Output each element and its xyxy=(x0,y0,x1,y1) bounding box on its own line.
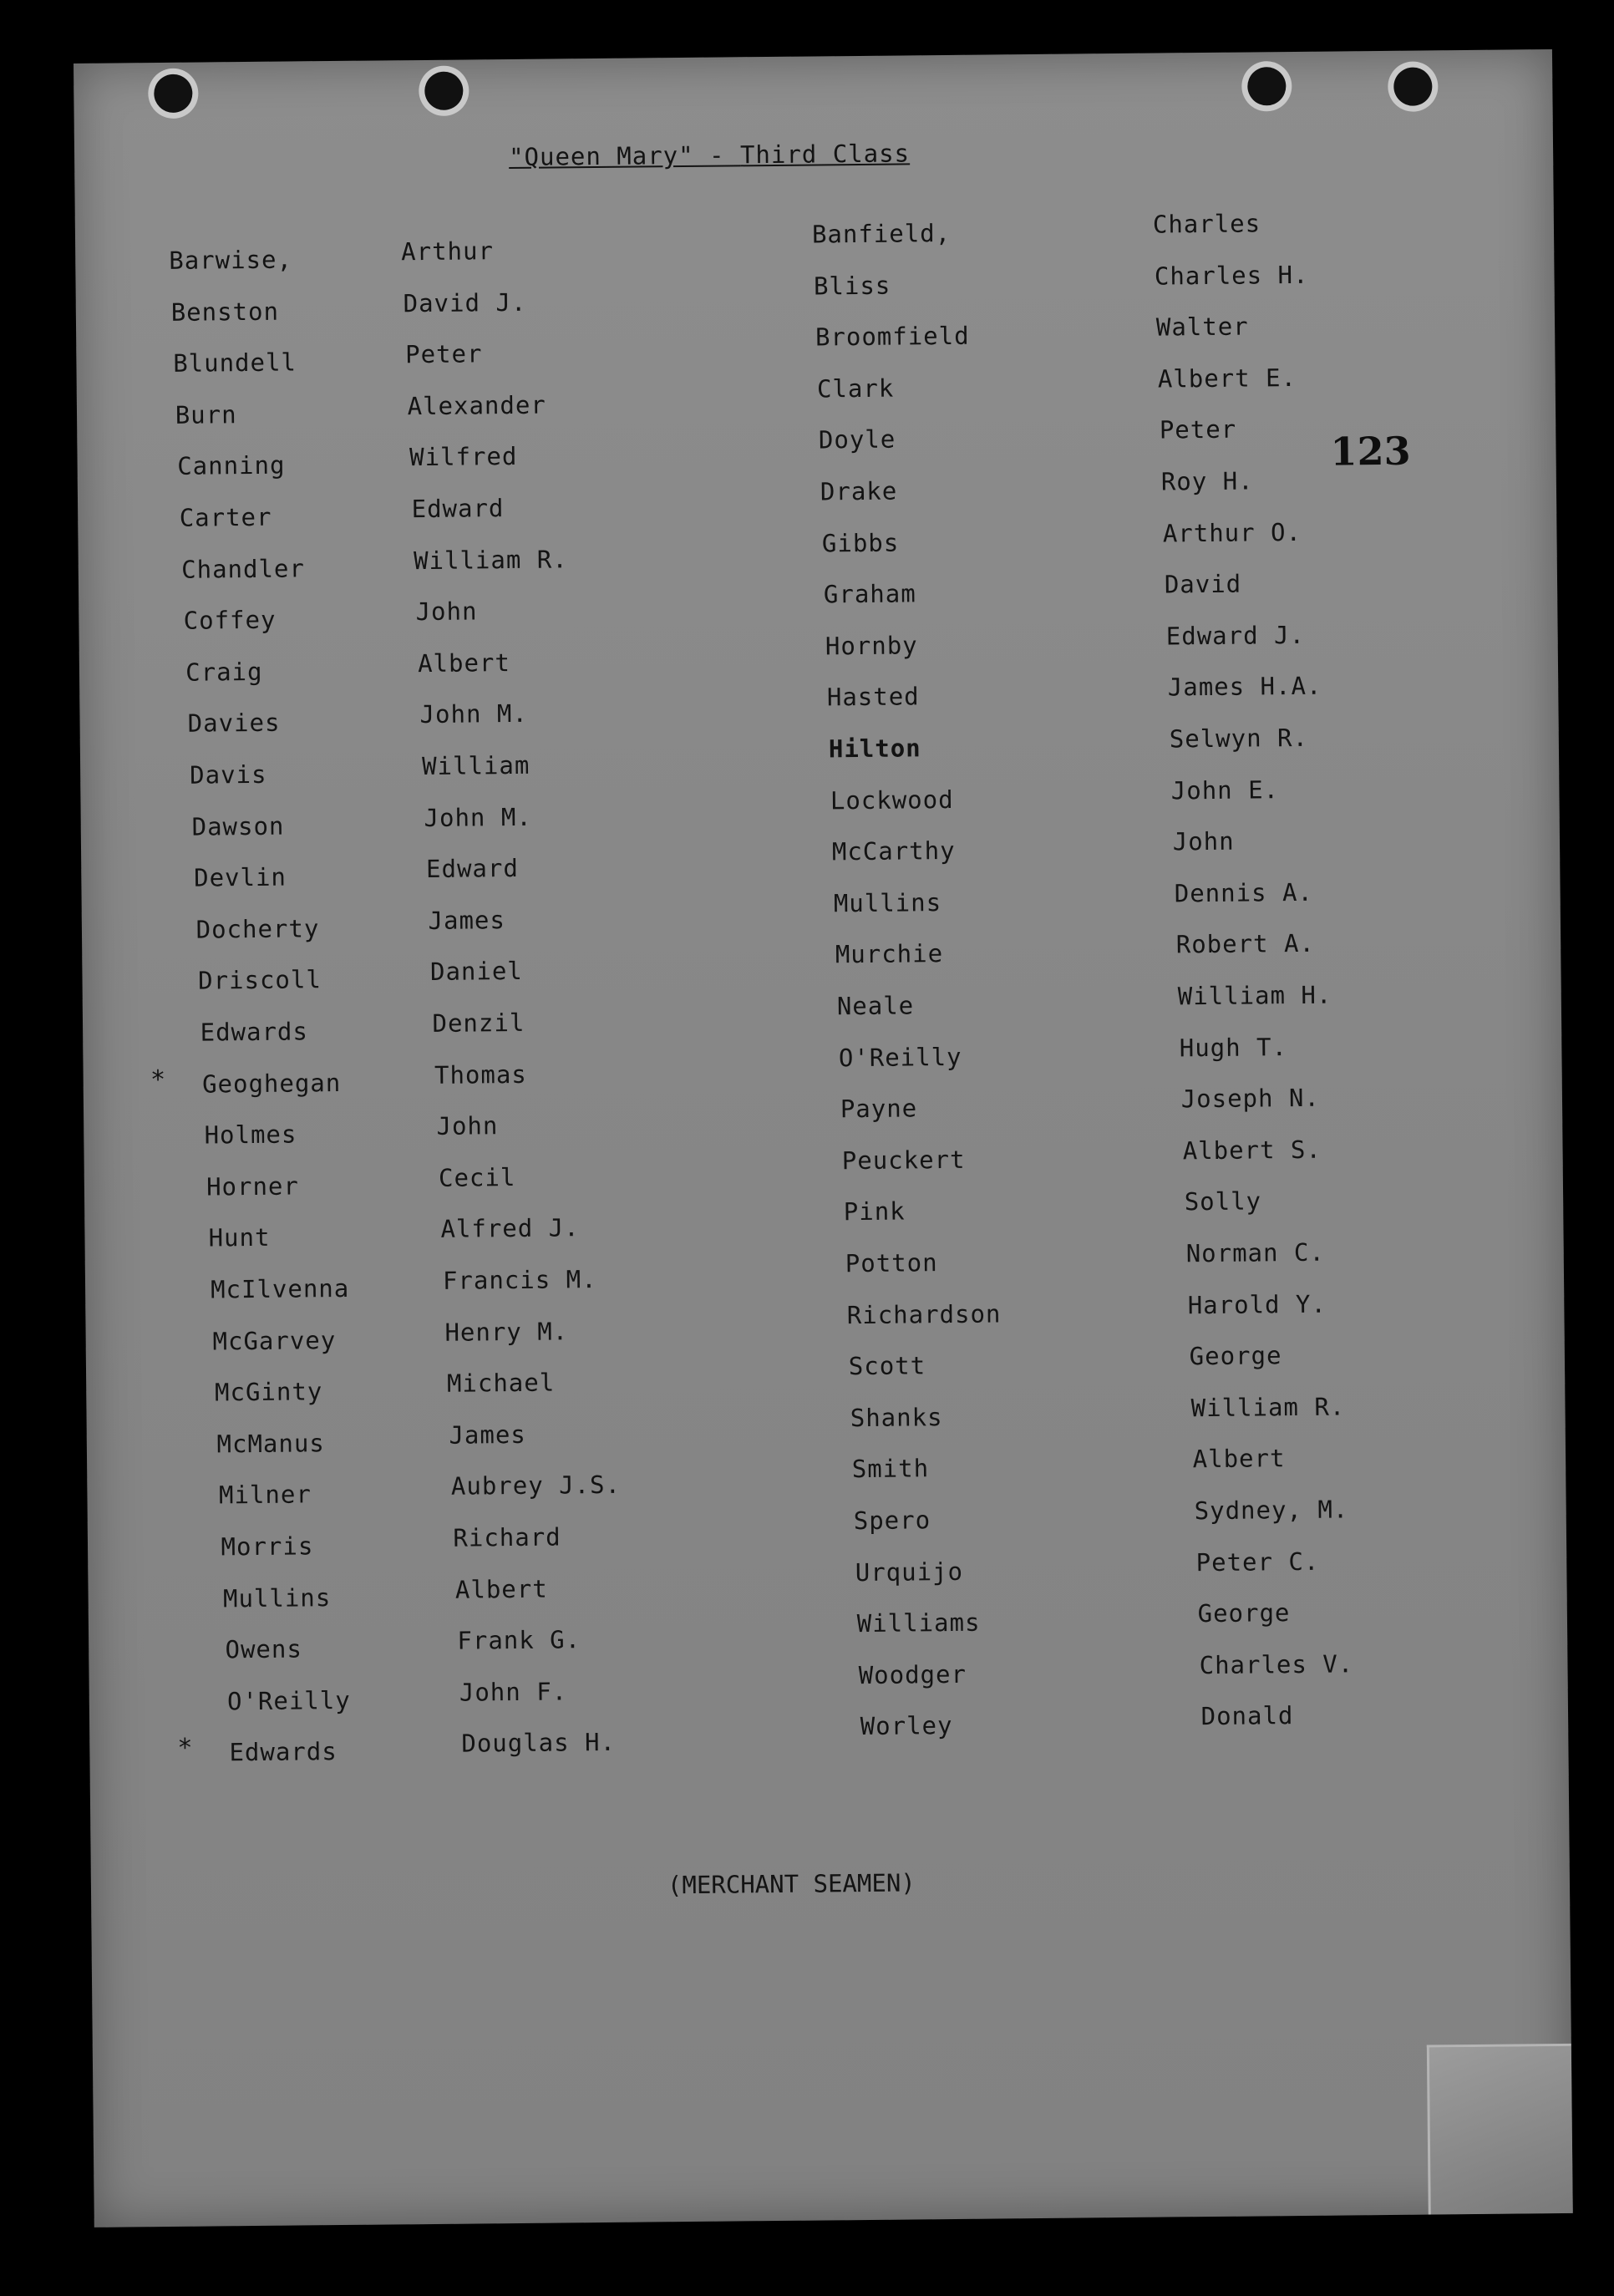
forename: John xyxy=(1172,826,1235,856)
surname: Burn xyxy=(175,399,237,429)
forename: Selwyn R. xyxy=(1169,723,1309,754)
forename: Donald xyxy=(1200,1701,1294,1731)
page-number: 123 xyxy=(1330,428,1411,475)
forename: John xyxy=(436,1111,499,1141)
forename: Hugh T. xyxy=(1179,1032,1288,1062)
surname: O'Reilly xyxy=(838,1042,962,1072)
footer-note: (MERCHANT SEAMEN) xyxy=(667,1868,916,1900)
surname: Bliss xyxy=(813,271,891,301)
surname: Hilton xyxy=(828,734,921,764)
forename: Francis M. xyxy=(442,1265,597,1295)
forename: Charles H. xyxy=(1154,260,1309,291)
forename: William R. xyxy=(1190,1392,1346,1423)
surname: Mullins xyxy=(222,1582,332,1613)
forename: John F. xyxy=(459,1677,568,1707)
surname: Spero xyxy=(853,1506,931,1536)
forename: Charles xyxy=(1152,209,1261,239)
surname: Geoghegan xyxy=(201,1068,342,1099)
surname: Woodger xyxy=(858,1659,967,1689)
surname: Pink xyxy=(843,1196,906,1227)
punch-hole-left xyxy=(154,74,192,113)
surname: Morris xyxy=(221,1532,314,1562)
surname: Carter xyxy=(179,502,272,532)
forename: David xyxy=(1164,569,1242,599)
forename: Wilfred xyxy=(409,442,518,472)
forename: Douglas H. xyxy=(461,1728,617,1759)
surname: Williams xyxy=(856,1608,981,1638)
surname: Devlin xyxy=(193,862,287,892)
surname: Banfield, xyxy=(811,218,952,249)
surname: Murchie xyxy=(835,939,944,969)
forename: Arthur O. xyxy=(1162,517,1302,548)
surname: Mullins xyxy=(833,887,942,918)
surname: Canning xyxy=(177,450,286,481)
surname: Holmes xyxy=(204,1120,297,1150)
surname: Edwards xyxy=(200,1017,309,1047)
forename: Alfred J. xyxy=(440,1213,580,1244)
forename: John M. xyxy=(424,802,532,832)
surname: Payne xyxy=(840,1094,918,1124)
surname: Peuckert xyxy=(841,1145,966,1176)
surname: Worley xyxy=(860,1711,953,1741)
surname: Driscoll xyxy=(197,965,322,996)
surname: Doyle xyxy=(818,424,896,455)
forename: Arthur xyxy=(401,236,495,267)
forename: Alexander xyxy=(407,390,546,420)
forename: Albert E. xyxy=(1157,363,1297,394)
surname: McIlvenna xyxy=(210,1273,350,1304)
surname: McManus xyxy=(216,1428,325,1459)
forename: James xyxy=(449,1420,526,1450)
surname: Neale xyxy=(836,991,915,1021)
surname: Barwise, xyxy=(169,245,293,275)
forename: William R. xyxy=(413,544,568,575)
title-class: Third Class xyxy=(739,139,911,170)
forename: Cecil xyxy=(438,1162,516,1192)
forename: Norman C. xyxy=(1185,1237,1326,1268)
surname: Blundell xyxy=(173,348,297,378)
document-title xyxy=(509,139,910,171)
surname: Coffey xyxy=(183,605,277,635)
asterisk-mark: * xyxy=(150,1064,166,1095)
forename: John M. xyxy=(419,699,528,729)
folded-corner xyxy=(1427,2044,1573,2215)
surname: Lockwood xyxy=(830,785,954,815)
surname: Hornby xyxy=(825,631,918,661)
punch-hole-right-2 xyxy=(1393,67,1432,105)
surname: Potton xyxy=(845,1248,938,1278)
surname: Scott xyxy=(848,1351,926,1381)
surname: Dawson xyxy=(191,811,285,841)
surname: Craig xyxy=(185,657,263,687)
surname: Broomfield xyxy=(815,321,970,352)
forename: George xyxy=(1197,1598,1291,1628)
forename: Edward J. xyxy=(1165,620,1306,651)
surname: Hunt xyxy=(208,1223,271,1252)
surname: Hasted xyxy=(826,682,920,712)
forename: Walter xyxy=(1155,312,1249,342)
surname: Urquijo xyxy=(855,1557,964,1587)
surname: Horner xyxy=(206,1171,300,1201)
surname: Drake xyxy=(820,476,898,506)
forename: Frank G. xyxy=(457,1625,581,1655)
forename: Richard xyxy=(453,1522,561,1552)
forename: Charles V. xyxy=(1199,1649,1354,1679)
forename: Robert A. xyxy=(1175,929,1316,959)
forename: Daniel xyxy=(429,957,523,987)
surname: Owens xyxy=(225,1634,303,1664)
forename: James H.A. xyxy=(1167,672,1322,702)
forename: Dennis A. xyxy=(1174,877,1314,908)
forename: Joseph N. xyxy=(1180,1083,1321,1114)
forename: Edward xyxy=(411,494,505,524)
forename: Peter xyxy=(404,339,483,369)
surname: Davies xyxy=(187,709,281,739)
forename: Michael xyxy=(446,1368,556,1398)
surname: Graham xyxy=(823,579,916,609)
forename: Sydney, M. xyxy=(1194,1495,1349,1526)
forename: William H. xyxy=(1177,980,1332,1011)
surname: Richardson xyxy=(846,1299,1002,1329)
forename: Peter C. xyxy=(1195,1547,1320,1577)
forename: Albert xyxy=(1192,1444,1286,1474)
forename: Albert S. xyxy=(1182,1135,1322,1166)
forename: Edward xyxy=(425,854,519,884)
surname: O'Reilly xyxy=(226,1685,351,1716)
surname: McGinty xyxy=(214,1377,323,1407)
forename: Roy H. xyxy=(1160,466,1254,496)
surname: McCarthy xyxy=(831,836,956,866)
forename: David J. xyxy=(403,287,527,317)
forename: Denzil xyxy=(432,1008,525,1038)
surname: McGarvey xyxy=(212,1325,337,1356)
forename: Albert xyxy=(454,1574,548,1604)
title-ship: "Queen Mary" - xyxy=(508,140,741,172)
forename: Henry M. xyxy=(444,1316,569,1347)
surname: Edwards xyxy=(229,1737,338,1767)
surname: Clark xyxy=(816,373,895,404)
surname: Chandler xyxy=(181,553,306,584)
forename: James xyxy=(428,905,506,935)
forename: George xyxy=(1189,1341,1282,1371)
forename: Solly xyxy=(1184,1186,1262,1217)
document-sheet xyxy=(74,49,1573,2227)
forename: William xyxy=(421,750,530,781)
surname: Docherty xyxy=(195,914,320,944)
surname: Gibbs xyxy=(821,528,900,558)
surname: Smith xyxy=(851,1454,930,1484)
forename: Peter xyxy=(1159,415,1237,444)
forename: John xyxy=(415,597,478,627)
surname: Davis xyxy=(190,759,267,790)
forename: Albert xyxy=(417,648,511,678)
forename: Aubrey J.S. xyxy=(450,1471,622,1501)
surname: Benston xyxy=(170,297,280,327)
surname: Shanks xyxy=(850,1402,943,1432)
forename: Harold Y. xyxy=(1187,1289,1327,1319)
surname: Milner xyxy=(218,1480,312,1510)
punch-hole-center xyxy=(424,72,463,110)
asterisk-mark: * xyxy=(177,1734,193,1764)
forename: John E. xyxy=(1170,775,1280,805)
forename: Thomas xyxy=(434,1059,527,1090)
punch-hole-right-1 xyxy=(1247,67,1286,105)
